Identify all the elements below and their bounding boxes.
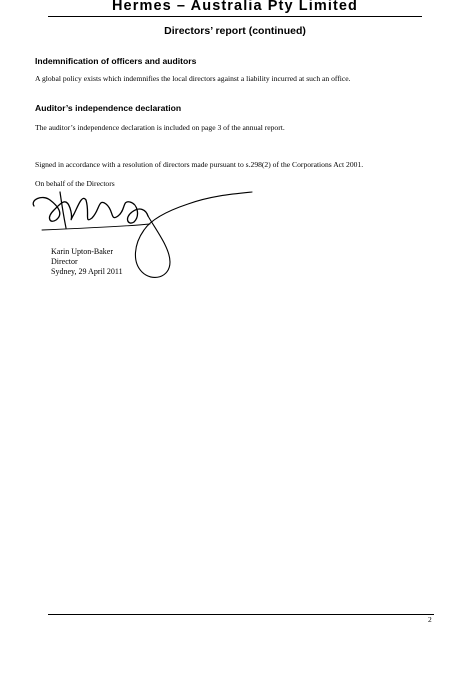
report-title: Directors’ report (continued) bbox=[164, 25, 306, 37]
signatory-title: Director bbox=[51, 257, 78, 266]
on-behalf-statement: On behalf of the Directors bbox=[35, 179, 115, 188]
company-name: Hermes – Australia Pty Limited bbox=[111, 0, 358, 14]
section-text-indemnification: A global policy exists which indemnifies the local directors against a liability incurred at such an office. bbox=[35, 74, 351, 83]
header-rule bbox=[48, 16, 422, 17]
section-text-auditor-independence: The auditor’s independence declaration is included on page 3 of the annual report. bbox=[35, 123, 285, 132]
signatory-name: Karin Upton-Baker bbox=[51, 247, 113, 256]
section-heading-auditor-independence: Auditor’s independence declaration bbox=[35, 103, 182, 113]
footer-rule bbox=[48, 614, 434, 615]
signatory-place-date: Sydney, 29 April 2011 bbox=[51, 267, 123, 276]
section-heading-indemnification: Indemnification of officers and auditors bbox=[35, 56, 197, 66]
page-number: 2 bbox=[428, 615, 432, 624]
resolution-statement: Signed in accordance with a resolution of directors made pursuant to s.298(2) of the Corporations Act 2001. bbox=[35, 160, 364, 169]
